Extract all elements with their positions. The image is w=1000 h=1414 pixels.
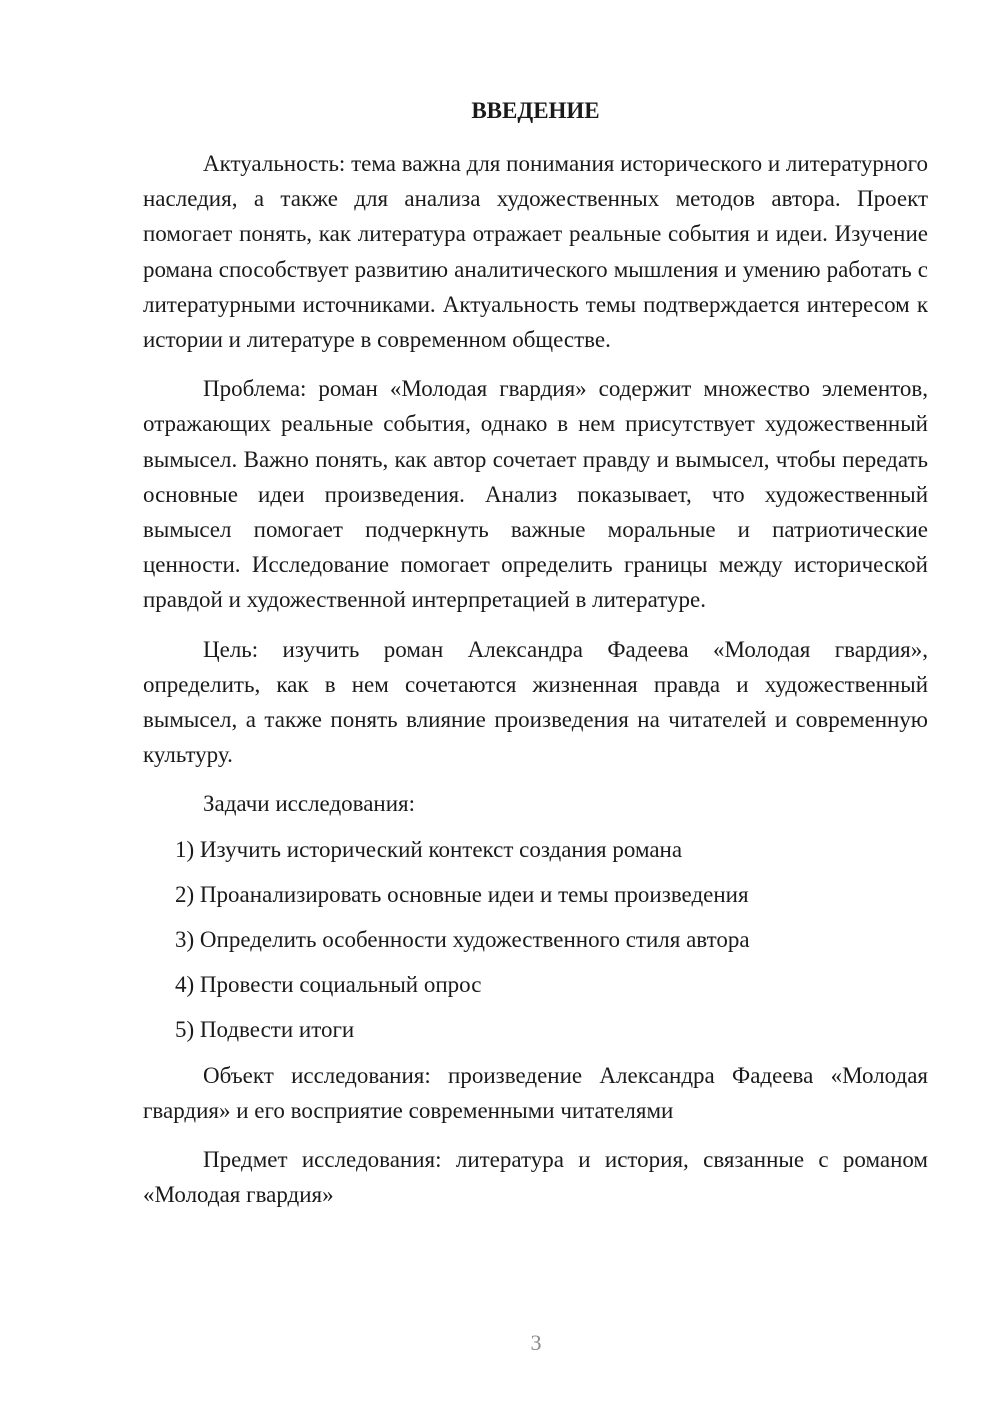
- page-content: [143, 93, 928, 1226]
- subject-paragraph: Предмет исследования: литература и история, связанные с романом «Молодая гвардия»: [143, 1147, 928, 1208]
- object-paragraph: Объект исследования: произведение Александра Фадеева «Молодая гвардия» и его восприятие современными читателями: [143, 1062, 928, 1123]
- goal-paragraph: Цель: изучить роман Александра Фадеева «Молодая гвардия», определить, как в нем сочетаются жизненная правда и художественный вымысел, а также понять влияние произведения на читателей и современную культуру.: [143, 636, 928, 768]
- page-number: 3: [530, 1330, 542, 1355]
- task-item: 4) Провести социальный опрос: [175, 972, 482, 998]
- relevance-paragraph: Актуальность: тема важна для понимания исторического и литературного наследия, а также для анализа художественных методов автора. Проект помогает понять, как литература отражает реальные события и идеи. Изучение романа способствует развитию аналитического мышления и умению работать с литературными источниками. Актуальность темы подтверждается интересом к истории и литературе в современном обществе.: [143, 151, 928, 353]
- problem-paragraph: Проблема: роман «Молодая гвардия» содержит множество элементов, отражающих реальные события, однако в нем присутствует художественный вымысел. Важно понять, как автор сочетает правду и вымысел, чтобы передать основные идеи произведения. Анализ показывает, что художественный вымысел помогает подчеркнуть важные моральные и патриотические ценности. Исследование помогает определить границы между исторической правдой и художественной интерпретацией в литературе.: [143, 376, 928, 613]
- page-title: ВВЕДЕНИЕ: [471, 98, 600, 123]
- task-item: 2) Проанализировать основные идеи и темы произведения: [175, 881, 749, 907]
- task-item: 5) Подвести итоги: [175, 1017, 355, 1043]
- task-item: 3) Определить особенности художественного стиля автора: [175, 927, 750, 953]
- task-item: 1) Изучить исторический контекст создания романа: [175, 836, 683, 862]
- task-list: [143, 832, 928, 1048]
- tasks-heading: Задачи исследования:: [203, 791, 416, 817]
